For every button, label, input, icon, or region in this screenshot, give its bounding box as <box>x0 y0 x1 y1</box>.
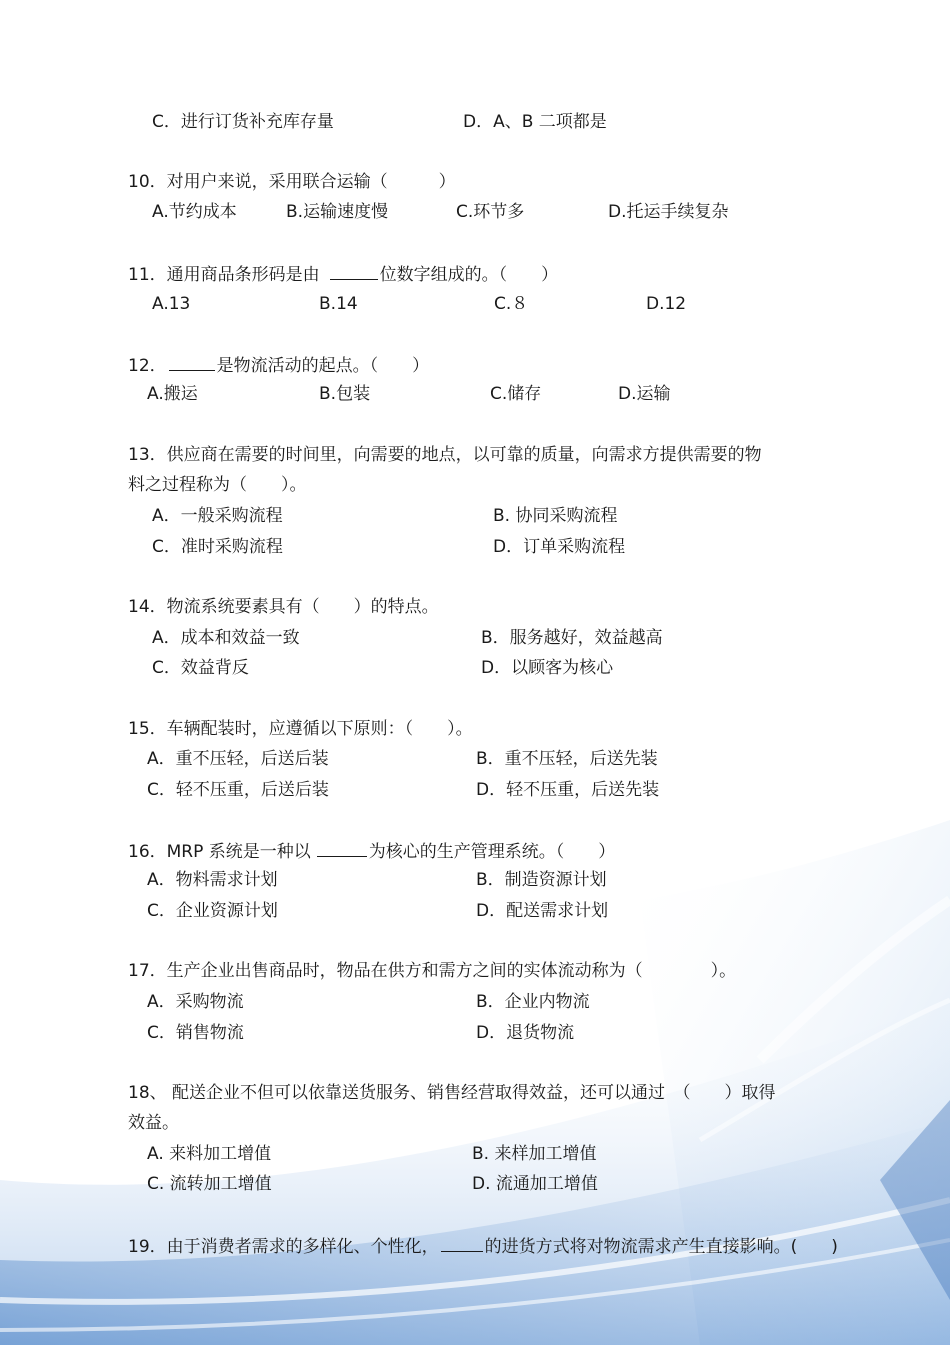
q14-stem: 14．物流系统要素具有（ ）的特点。 <box>128 597 439 617</box>
q19-stem-pre: 19．由于消费者需求的多样化、个性化， <box>128 1237 439 1257</box>
q11-option-a: A.13 <box>152 294 191 314</box>
q16-option-d: D．配送需求计划 <box>476 901 609 921</box>
q12-stem-post: 是物流活动的起点。（ ） <box>216 356 430 376</box>
q16-option-c: C．企业资源计划 <box>147 901 278 921</box>
q16-option-a: A．物料需求计划 <box>147 870 278 890</box>
q13-stem-line1: 13．供应商在需要的时间里，向需要的地点，以可靠的质量，向需求方提供需要的物 <box>128 445 762 465</box>
q14-option-d: D．以顾客为核心 <box>481 658 614 678</box>
q18-option-b: B. 来样加工增值 <box>472 1144 597 1164</box>
q17-option-b: B．企业内物流 <box>476 992 590 1012</box>
q19-stem <box>128 1234 838 1258</box>
q13-stem-line2: 料之过程称为（ ）。 <box>128 475 307 495</box>
q18-stem-line2: 效益。 <box>128 1113 179 1133</box>
q10-option-b: B.运输速度慢 <box>286 202 389 222</box>
q17-option-d: D．退货物流 <box>476 1023 575 1043</box>
q17-stem: 17．生产企业出售商品时，物品在供方和需方之间的实体流动称为（ ）。 <box>128 961 737 981</box>
q11-option-c: C.８ <box>494 294 529 314</box>
q18-stem-line1: 18、 配送企业不但可以依靠送货服务、销售经营取得效益，还可以通过 （ ）取得 <box>128 1083 776 1103</box>
q18-option-a: A. 来料加工增值 <box>147 1144 272 1164</box>
q13-option-d: D．订单采购流程 <box>493 537 626 557</box>
q12-option-d: D.运输 <box>618 384 671 404</box>
q16-stem <box>128 839 615 863</box>
q12-stem-pre: 12． <box>128 356 167 376</box>
q13-option-a: A．一般采购流程 <box>152 506 283 526</box>
q12-option-b: B.包装 <box>319 384 371 404</box>
q15-stem: 15．车辆配装时，应遵循以下原则：（ ）。 <box>128 719 473 739</box>
q18-option-c: C. 流转加工增值 <box>147 1174 272 1194</box>
q16-stem-pre: 16．MRP 系统是一种以 <box>128 842 311 862</box>
q11-option-d: D.12 <box>646 294 687 314</box>
q14-option-c: C．效益背反 <box>152 658 249 678</box>
q14-option-a: A．成本和效益一致 <box>152 628 300 648</box>
q11-option-b: B.14 <box>319 294 358 314</box>
q10-option-a: A.节约成本 <box>152 202 237 222</box>
q13-option-b: B. 协同采购流程 <box>493 506 618 526</box>
q9-option-c: C．进行订货补充库存量 <box>152 112 334 132</box>
q15-option-b: B．重不压轻，后送先装 <box>476 749 658 769</box>
q18-option-d: D. 流通加工增值 <box>472 1174 598 1194</box>
q10-option-d: D.托运手续复杂 <box>608 202 729 222</box>
q15-option-a: A．重不压轻，后送后装 <box>147 749 329 769</box>
q11-stem <box>128 262 558 286</box>
q12-option-c: C.储存 <box>490 384 542 404</box>
q14-option-b: B．服务越好，效益越高 <box>481 628 663 648</box>
q10-stem: 10．对用户来说，采用联合运输（ ） <box>128 172 456 192</box>
fill-in-blank <box>330 262 378 280</box>
q11-stem-post: 位数字组成的。（ ） <box>379 265 559 285</box>
q15-option-d: D．轻不压重，后送先装 <box>476 780 660 800</box>
q12-stem <box>128 353 429 377</box>
q17-option-c: C．销售物流 <box>147 1023 244 1043</box>
q19-stem-post: 的进货方式将对物流需求产生直接影响。( ) <box>484 1237 838 1257</box>
q17-option-a: A．采购物流 <box>147 992 244 1012</box>
fill-in-blank <box>317 839 367 857</box>
fill-in-blank <box>169 353 215 371</box>
q9-option-d: D．A、B 二项都是 <box>463 112 607 132</box>
q16-stem-post: 为核心的生产管理系统。（ ） <box>368 842 616 862</box>
q10-option-c: C.环节多 <box>456 202 525 222</box>
q11-stem-pre: 11．通用商品条形码是由 <box>128 265 320 285</box>
q12-option-a: A.搬运 <box>147 384 198 404</box>
q15-option-c: C．轻不压重，后送后装 <box>147 780 329 800</box>
q13-option-c: C．准时采购流程 <box>152 537 283 557</box>
fill-in-blank <box>441 1234 483 1252</box>
q16-option-b: B．制造资源计划 <box>476 870 607 890</box>
